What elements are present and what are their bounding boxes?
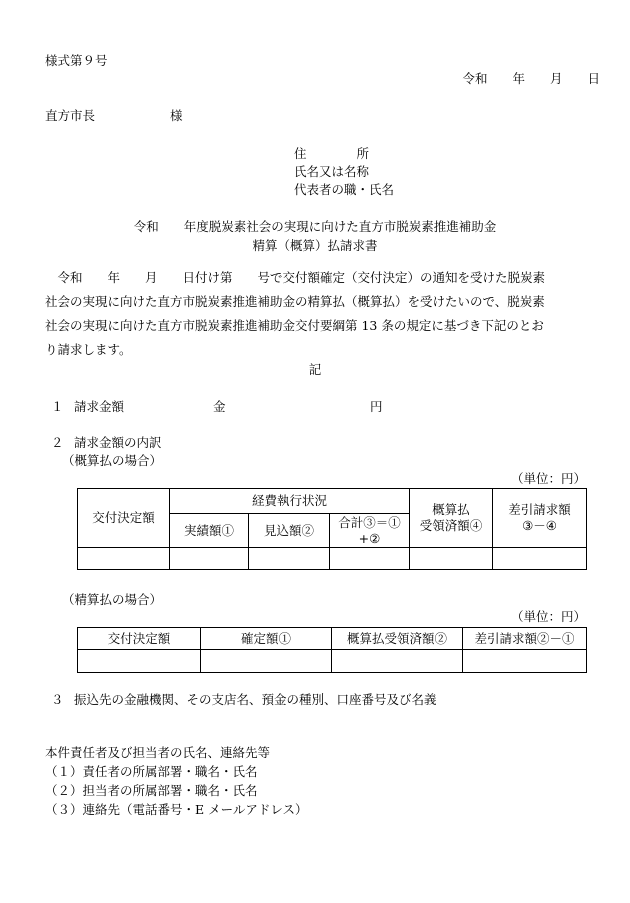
table-row xyxy=(78,548,587,570)
contact-item: （３）連絡先（電話番号・E メールアドレス） xyxy=(45,802,308,817)
th-actual: 実績額① xyxy=(170,514,249,548)
body-paragraph xyxy=(45,266,595,362)
th-approx-received: 概算払 受領済額④ xyxy=(410,489,493,548)
th-grant-amount: 交付決定額 xyxy=(78,489,170,548)
representative-label: 代表者の職・氏名 xyxy=(294,182,395,197)
th-expected: 見込額② xyxy=(249,514,330,548)
approx-case-label: （概算払の場合） xyxy=(62,453,163,468)
item2-number: ２ xyxy=(51,435,64,450)
item3-label: 振込先の金融機関、その支店名、預金の種別、口座番号及び名義 xyxy=(74,692,437,707)
document-title-line2: 精算（概算）払請求書 xyxy=(252,238,378,253)
item1-en: 円 xyxy=(370,399,383,414)
document-title-line1: 令和 年度脱炭素社会の実現に向けた直方市脱炭素推進補助金 xyxy=(133,219,497,234)
th2-difference: 差引請求額②－① xyxy=(463,628,587,650)
body-line: 社会の実現に向けた直方市脱炭素推進補助金交付要綱第 13 条の規定に基づき下記のとお xyxy=(45,318,544,333)
th-difference: 差引請求額 ③－④ xyxy=(493,489,587,548)
approx-breakdown-table xyxy=(77,488,587,570)
th2-grant-amount: 交付決定額 xyxy=(78,628,201,650)
cell-grant[interactable] xyxy=(78,548,170,570)
cell-received[interactable] xyxy=(410,548,493,570)
cell-actual[interactable] xyxy=(170,548,249,570)
cell2-received[interactable] xyxy=(332,650,463,673)
body-line: 社会の実現に向けた直方市脱炭素推進補助金の精算払（概算払）を受けたいので、脱炭素 xyxy=(45,294,545,309)
ki-heading: 記 xyxy=(308,362,322,377)
final-breakdown-table xyxy=(77,627,587,673)
date-line: 令和 年 月 日 xyxy=(462,71,600,86)
item1-number: １ xyxy=(51,399,64,414)
cell2-grant[interactable] xyxy=(78,650,201,673)
th-total: 合計③＝① +② xyxy=(330,514,410,548)
addressee: 直方市長 様 xyxy=(45,108,183,123)
cell-total[interactable] xyxy=(330,548,410,570)
table-row xyxy=(78,650,587,673)
address-label: 住 所 xyxy=(294,146,370,161)
cell2-difference[interactable] xyxy=(463,650,587,673)
name-label: 氏名又は名称 xyxy=(294,164,370,179)
contact-item: （２）担当者の所属部署・職名・氏名 xyxy=(45,783,258,798)
form-number: 様式第９号 xyxy=(45,53,108,68)
unit-label-1: （単位：円） xyxy=(510,471,586,486)
cell-expected[interactable] xyxy=(249,548,330,570)
item1-kin: 金 xyxy=(213,399,226,414)
item3-number: ３ xyxy=(51,692,64,707)
contact-heading: 本件責任者及び担当者の氏名、連絡先等 xyxy=(45,745,271,760)
th2-received: 概算払受領済額② xyxy=(332,628,463,650)
item1-label: 請求金額 xyxy=(74,399,125,414)
contact-item: （１）責任者の所属部署・職名・氏名 xyxy=(45,764,258,779)
cell2-confirmed[interactable] xyxy=(201,650,332,673)
final-case-label: （精算払の場合） xyxy=(62,592,163,607)
th2-confirmed: 確定額① xyxy=(201,628,332,650)
item2-label: 請求金額の内訳 xyxy=(74,435,162,450)
unit-label-2: （単位：円） xyxy=(510,609,586,624)
cell-difference[interactable] xyxy=(493,548,587,570)
body-line: り請求します。 xyxy=(45,342,132,357)
body-line: 令和 年 月 日付け第 号で交付額確定（交付決定）の通知を受けた脱炭素 xyxy=(45,270,546,285)
th-expense-status: 経費執行状況 xyxy=(170,489,410,514)
